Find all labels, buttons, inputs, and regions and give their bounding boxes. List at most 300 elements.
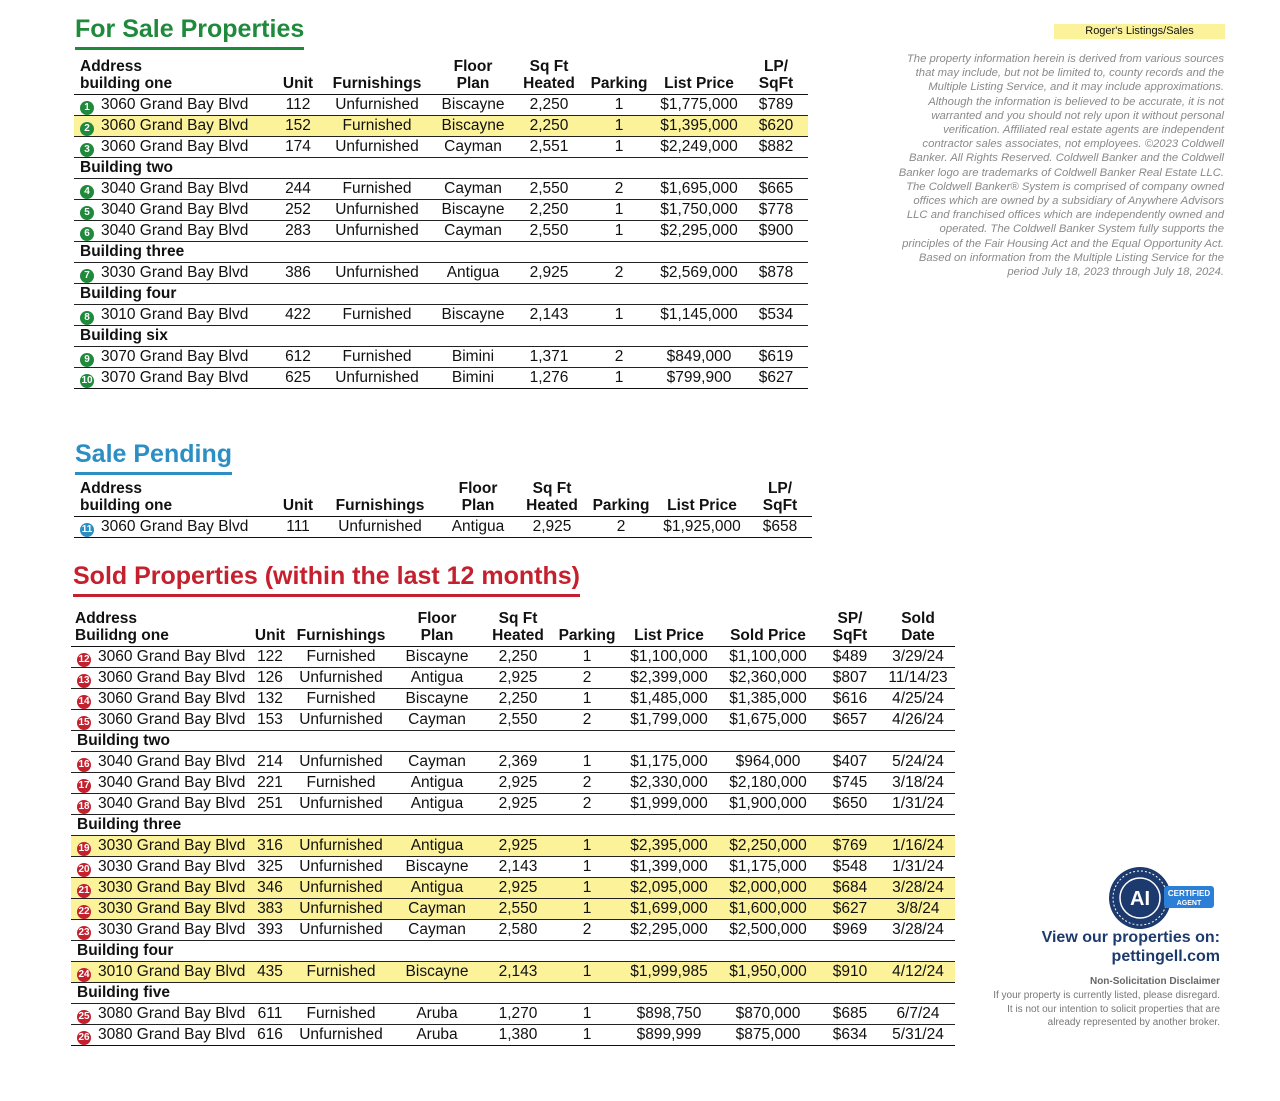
list-cell: $2,569,000 (654, 263, 744, 284)
table-row (71, 752, 955, 773)
listing-number-badge: 3 (80, 143, 94, 157)
sold-body (71, 647, 955, 1046)
lp-cell: $882 (744, 137, 808, 158)
building-label: Building three (71, 815, 955, 836)
address-cell (71, 1025, 249, 1046)
list-cell: $2,295,000 (621, 920, 717, 941)
address-text: 3030 Grand Bay Blvd (98, 921, 246, 938)
sold-cell: $1,175,000 (717, 857, 819, 878)
list-cell: $1,395,000 (654, 116, 744, 137)
col-list-price: List Price (656, 480, 748, 517)
list-cell: $898,750 (621, 1004, 717, 1025)
building-group-row (71, 941, 955, 962)
address-cell (71, 836, 249, 857)
listing-number-badge: 5 (80, 206, 94, 220)
unit-cell: 611 (249, 1004, 291, 1025)
col-sold-price: Sold Price (717, 610, 819, 647)
floor-cell: Cayman (391, 752, 483, 773)
parking-cell: 1 (584, 116, 654, 137)
listing-number-badge: 20 (78, 864, 90, 875)
floor-cell: Bimini (432, 347, 514, 368)
parking-cell: 1 (584, 221, 654, 242)
col-list-price: List Price (621, 610, 717, 647)
sqft-cell: 2,143 (514, 305, 584, 326)
sqft-cell: 2,369 (483, 752, 553, 773)
address-cell (74, 517, 274, 538)
floor-cell: Aruba (391, 1025, 483, 1046)
floor-cell: Antigua (391, 668, 483, 689)
col-unit: Unit (274, 58, 322, 95)
unit-cell: 152 (274, 116, 322, 137)
parking-cell: 1 (584, 137, 654, 158)
address-text: 3030 Grand Bay Blvd (101, 264, 249, 281)
table-row (71, 773, 955, 794)
list-cell: $1,695,000 (654, 179, 744, 200)
address-cell (71, 1004, 249, 1025)
table-row (71, 689, 955, 710)
furnishings-cell: Unfurnished (322, 368, 432, 389)
col-unit: Unit (249, 610, 291, 647)
address-text: 3040 Grand Bay Blvd (101, 180, 249, 197)
sold-cell: $2,250,000 (717, 836, 819, 857)
listing-number-badge: 24 (78, 969, 90, 980)
furnishings-cell: Unfurnished (291, 899, 391, 920)
col-sqft: Sq Ft Heated (483, 610, 553, 647)
unit-cell: 325 (249, 857, 291, 878)
sqft-cell: 2,925 (483, 794, 553, 815)
sp-cell: $969 (819, 920, 881, 941)
address-text: 3040 Grand Bay Blvd (101, 222, 249, 239)
listing-number-badge: 13 (78, 675, 90, 686)
parking-cell: 1 (584, 200, 654, 221)
sp-cell: $657 (819, 710, 881, 731)
table-row (71, 962, 955, 983)
list-cell: $2,295,000 (654, 221, 744, 242)
table-row (74, 179, 808, 200)
building-label: Building two (74, 158, 808, 179)
sold-cell: $2,360,000 (717, 668, 819, 689)
table-row (71, 710, 955, 731)
unit-cell: 126 (249, 668, 291, 689)
furnishings-cell: Unfurnished (322, 137, 432, 158)
col-sqft: Sq Ft Heated (514, 58, 584, 95)
building-label: Building two (71, 731, 955, 752)
furnishings-cell: Furnished (322, 347, 432, 368)
floor-cell: Biscayne (432, 200, 514, 221)
unit-cell: 612 (274, 347, 322, 368)
building-label: Building six (74, 326, 808, 347)
col-list-price: List Price (654, 58, 744, 95)
sold-header-row (71, 610, 955, 647)
table-row (74, 347, 808, 368)
unit-cell: 252 (274, 200, 322, 221)
address-cell (74, 221, 274, 242)
parking-cell: 1 (553, 752, 621, 773)
sqft-cell: 2,551 (514, 137, 584, 158)
listing-number-badge: 22 (78, 906, 90, 917)
unit-cell: 422 (274, 305, 322, 326)
sp-cell: $684 (819, 878, 881, 899)
building-label: Building five (71, 983, 955, 1004)
floor-cell: Biscayne (391, 857, 483, 878)
address-text: 3010 Grand Bay Blvd (101, 306, 249, 323)
for-sale-table (74, 58, 808, 389)
list-cell: $1,750,000 (654, 200, 744, 221)
table-row (71, 668, 955, 689)
address-cell (71, 668, 249, 689)
sale-pending-title: Sale Pending (75, 439, 232, 475)
sqft-cell: 2,143 (483, 962, 553, 983)
list-cell: $1,999,985 (621, 962, 717, 983)
unit-cell: 122 (249, 647, 291, 668)
listing-number-badge: 26 (78, 1032, 90, 1043)
non-solicitation-title: Non-Solicitation Disclaimer (1089, 976, 1220, 987)
col-address: Address building one (74, 58, 274, 95)
sp-cell: $745 (819, 773, 881, 794)
parking-cell: 1 (553, 1025, 621, 1046)
furnishings-cell: Furnished (291, 1004, 391, 1025)
unit-cell: 244 (274, 179, 322, 200)
address-text: 3060 Grand Bay Blvd (98, 711, 246, 728)
sqft-cell: 2,925 (518, 517, 586, 538)
unit-cell: 153 (249, 710, 291, 731)
sp-cell: $489 (819, 647, 881, 668)
listing-number-badge: 17 (78, 780, 90, 791)
table-row (71, 647, 955, 668)
address-text: 3060 Grand Bay Blvd (98, 690, 246, 707)
pending-body (74, 517, 812, 538)
floor-cell: Antigua (391, 878, 483, 899)
unit-cell: 111 (274, 517, 322, 538)
lp-cell: $900 (744, 221, 808, 242)
list-cell: $899,999 (621, 1025, 717, 1046)
date-cell: 4/25/24 (881, 689, 955, 710)
date-cell: 5/31/24 (881, 1025, 955, 1046)
list-cell: $1,699,000 (621, 899, 717, 920)
floor-cell: Cayman (391, 920, 483, 941)
non-solicitation-text: If your property is currently listed, please disregard. It is not our intention to solicit properties that are already represented by another broker. (993, 990, 1220, 1028)
listing-number-badge: 4 (80, 185, 94, 199)
col-furnishings: Furnishings (291, 610, 391, 647)
table-row (74, 221, 808, 242)
parking-cell: 1 (553, 857, 621, 878)
table-row (74, 305, 808, 326)
sold-cell: $1,385,000 (717, 689, 819, 710)
address-cell (71, 920, 249, 941)
building-label: Building three (74, 242, 808, 263)
pending-header-row (74, 480, 812, 517)
list-cell: $2,095,000 (621, 878, 717, 899)
floor-cell: Cayman (432, 221, 514, 242)
svg-text:AI: AI (1130, 888, 1150, 910)
table-row (74, 200, 808, 221)
parking-cell: 1 (553, 836, 621, 857)
unit-cell: 132 (249, 689, 291, 710)
address-cell (74, 137, 274, 158)
building-group-row (74, 326, 808, 347)
sale-pending-table (74, 480, 812, 538)
table-row (74, 95, 808, 116)
address-text: 3040 Grand Bay Blvd (98, 753, 246, 770)
address-text: 3060 Grand Bay Blvd (101, 117, 249, 134)
floor-cell: Biscayne (391, 962, 483, 983)
unit-cell: 393 (249, 920, 291, 941)
table-row (71, 1004, 955, 1025)
col-address: Address Builidng one (71, 610, 249, 647)
listing-number-badge: 15 (78, 717, 90, 728)
listing-number-badge: 25 (78, 1011, 90, 1022)
unit-cell: 251 (249, 794, 291, 815)
furnishings-cell: Unfurnished (322, 517, 438, 538)
sp-cell: $634 (819, 1025, 881, 1046)
furnishings-cell: Unfurnished (291, 1025, 391, 1046)
address-cell (74, 200, 274, 221)
date-cell: 4/26/24 (881, 710, 955, 731)
listings-badge: Roger's Listings/Sales (1054, 24, 1225, 39)
date-cell: 3/29/24 (881, 647, 955, 668)
parking-cell: 1 (584, 305, 654, 326)
col-unit: Unit (274, 480, 322, 517)
furnishings-cell: Furnished (291, 962, 391, 983)
col-floor-plan: Floor Plan (391, 610, 483, 647)
address-text: 3060 Grand Bay Blvd (98, 648, 246, 665)
address-cell (74, 95, 274, 116)
unit-cell: 383 (249, 899, 291, 920)
floor-cell: Aruba (391, 1004, 483, 1025)
address-text: 3070 Grand Bay Blvd (101, 348, 249, 365)
floor-cell: Cayman (391, 899, 483, 920)
address-text: 3030 Grand Bay Blvd (98, 879, 246, 896)
sqft-cell: 2,550 (483, 899, 553, 920)
address-cell (71, 794, 249, 815)
sp-cell: $769 (819, 836, 881, 857)
sqft-cell: 1,371 (514, 347, 584, 368)
building-group-row (71, 731, 955, 752)
furnishings-cell: Unfurnished (291, 710, 391, 731)
parking-cell: 1 (584, 368, 654, 389)
sqft-cell: 2,925 (483, 878, 553, 899)
floor-cell: Antigua (391, 836, 483, 857)
list-cell: $2,399,000 (621, 668, 717, 689)
table-row (71, 920, 955, 941)
furnishings-cell: Unfurnished (322, 200, 432, 221)
sqft-cell: 2,250 (514, 116, 584, 137)
sqft-cell: 2,550 (514, 221, 584, 242)
table-row (74, 263, 808, 284)
for-sale-body (74, 95, 808, 389)
address-cell (74, 116, 274, 137)
parking-cell: 2 (584, 263, 654, 284)
floor-cell: Cayman (432, 179, 514, 200)
parking-cell: 1 (553, 962, 621, 983)
address-cell (71, 710, 249, 731)
svg-text:AGENT: AGENT (1176, 900, 1202, 907)
list-cell: $1,485,000 (621, 689, 717, 710)
address-cell (71, 878, 249, 899)
floor-cell: Biscayne (432, 305, 514, 326)
sold-cell: $1,675,000 (717, 710, 819, 731)
sold-title: Sold Properties (within the last 12 months) (73, 561, 580, 597)
lp-cell: $789 (744, 95, 808, 116)
lp-cell: $534 (744, 305, 808, 326)
unit-cell: 112 (274, 95, 322, 116)
list-cell: $1,399,000 (621, 857, 717, 878)
sqft-cell: 2,550 (514, 179, 584, 200)
table-row (71, 857, 955, 878)
sold-cell: $964,000 (717, 752, 819, 773)
unit-cell: 625 (274, 368, 322, 389)
certified-seal-icon (1108, 866, 1218, 930)
floor-cell: Biscayne (432, 95, 514, 116)
floor-cell: Antigua (438, 517, 518, 538)
address-cell (71, 752, 249, 773)
floor-cell: Biscayne (432, 116, 514, 137)
unit-cell: 386 (274, 263, 322, 284)
unit-cell: 316 (249, 836, 291, 857)
floor-cell: Cayman (432, 137, 514, 158)
building-label: Building four (74, 284, 808, 305)
parking-cell: 2 (586, 517, 656, 538)
furnishings-cell: Unfurnished (291, 752, 391, 773)
furnishings-cell: Unfurnished (291, 857, 391, 878)
floor-cell: Antigua (391, 794, 483, 815)
furnishings-cell: Furnished (322, 305, 432, 326)
col-furnishings: Furnishings (322, 58, 432, 95)
website-link[interactable]: pettingell.com (1111, 948, 1220, 965)
furnishings-cell: Unfurnished (291, 920, 391, 941)
sqft-cell: 2,580 (483, 920, 553, 941)
sold-cell: $1,950,000 (717, 962, 819, 983)
listing-number-badge: 18 (78, 801, 90, 812)
col-sp-sqft: SP/ SqFt (819, 610, 881, 647)
list-cell: $1,145,000 (654, 305, 744, 326)
furnishings-cell: Furnished (291, 689, 391, 710)
address-text: 3040 Grand Bay Blvd (98, 774, 246, 791)
parking-cell: 2 (553, 773, 621, 794)
parking-cell: 2 (553, 710, 621, 731)
sqft-cell: 1,380 (483, 1025, 553, 1046)
sold-cell: $1,600,000 (717, 899, 819, 920)
lp-cell: $878 (744, 263, 808, 284)
table-row (74, 116, 808, 137)
unit-cell: 221 (249, 773, 291, 794)
floor-cell: Cayman (391, 710, 483, 731)
sqft-cell: 2,250 (514, 200, 584, 221)
sqft-cell: 2,250 (483, 689, 553, 710)
table-row (71, 1025, 955, 1046)
date-cell: 5/24/24 (881, 752, 955, 773)
listing-number-badge: 11 (81, 524, 93, 535)
listing-number-badge: 23 (78, 927, 90, 938)
list-cell: $1,175,000 (621, 752, 717, 773)
listing-number-badge: 9 (80, 353, 94, 367)
building-group-row (74, 242, 808, 263)
list-cell: $1,925,000 (656, 517, 748, 538)
list-cell: $1,999,000 (621, 794, 717, 815)
sqft-cell: 2,550 (483, 710, 553, 731)
parking-cell: 1 (553, 647, 621, 668)
date-cell: 3/28/24 (881, 920, 955, 941)
parking-cell: 2 (553, 920, 621, 941)
parking-cell: 1 (553, 1004, 621, 1025)
col-sold-date: Sold Date (881, 610, 955, 647)
building-group-row (74, 284, 808, 305)
ai-certified-agent-badge (1108, 866, 1218, 930)
address-cell (74, 263, 274, 284)
address-cell (71, 773, 249, 794)
lp-cell: $778 (744, 200, 808, 221)
sqft-cell: 1,270 (483, 1004, 553, 1025)
floor-cell: Bimini (432, 368, 514, 389)
date-cell: 11/14/23 (881, 668, 955, 689)
sqft-cell: 2,925 (483, 836, 553, 857)
floor-cell: Biscayne (391, 689, 483, 710)
parking-cell: 1 (553, 689, 621, 710)
list-cell: $2,395,000 (621, 836, 717, 857)
date-cell: 3/28/24 (881, 878, 955, 899)
list-cell: $1,775,000 (654, 95, 744, 116)
parking-cell: 2 (553, 794, 621, 815)
lp-cell: $658 (748, 517, 812, 538)
list-cell: $849,000 (654, 347, 744, 368)
parking-cell: 1 (553, 878, 621, 899)
address-cell (71, 647, 249, 668)
date-cell: 1/16/24 (881, 836, 955, 857)
unit-cell: 435 (249, 962, 291, 983)
sqft-cell: 2,925 (483, 668, 553, 689)
col-address: Address building one (74, 480, 274, 517)
sp-cell: $685 (819, 1004, 881, 1025)
address-text: 3060 Grand Bay Blvd (101, 138, 249, 155)
address-cell (71, 857, 249, 878)
lp-cell: $619 (744, 347, 808, 368)
sqft-cell: 2,925 (483, 773, 553, 794)
address-text: 3080 Grand Bay Blvd (98, 1026, 246, 1043)
address-text: 3030 Grand Bay Blvd (98, 900, 246, 917)
floor-cell: Antigua (432, 263, 514, 284)
building-group-row (74, 158, 808, 179)
sp-cell: $650 (819, 794, 881, 815)
address-text: 3060 Grand Bay Blvd (101, 518, 249, 535)
sp-cell: $548 (819, 857, 881, 878)
listing-number-badge: 19 (78, 843, 90, 854)
sqft-cell: 2,925 (514, 263, 584, 284)
list-cell: $2,330,000 (621, 773, 717, 794)
date-cell: 4/12/24 (881, 962, 955, 983)
listing-number-badge: 12 (78, 654, 90, 665)
col-parking: Parking (553, 610, 621, 647)
address-text: 3040 Grand Bay Blvd (101, 201, 249, 218)
floor-cell: Antigua (391, 773, 483, 794)
sold-cell: $2,500,000 (717, 920, 819, 941)
furnishings-cell: Furnished (291, 647, 391, 668)
unit-cell: 174 (274, 137, 322, 158)
list-cell: $1,100,000 (621, 647, 717, 668)
col-parking: Parking (586, 480, 656, 517)
col-lp-sqft: LP/ SqFt (744, 58, 808, 95)
date-cell: 6/7/24 (881, 1004, 955, 1025)
address-text: 3060 Grand Bay Blvd (101, 96, 249, 113)
col-floor-plan: Floor Plan (432, 58, 514, 95)
address-text: 3030 Grand Bay Blvd (98, 837, 246, 854)
listing-number-badge: 6 (80, 227, 94, 241)
parking-cell: 2 (553, 668, 621, 689)
furnishings-cell: Unfurnished (322, 95, 432, 116)
address-cell (74, 179, 274, 200)
sp-cell: $910 (819, 962, 881, 983)
furnishings-cell: Unfurnished (322, 221, 432, 242)
address-text: 3010 Grand Bay Blvd (98, 963, 246, 980)
